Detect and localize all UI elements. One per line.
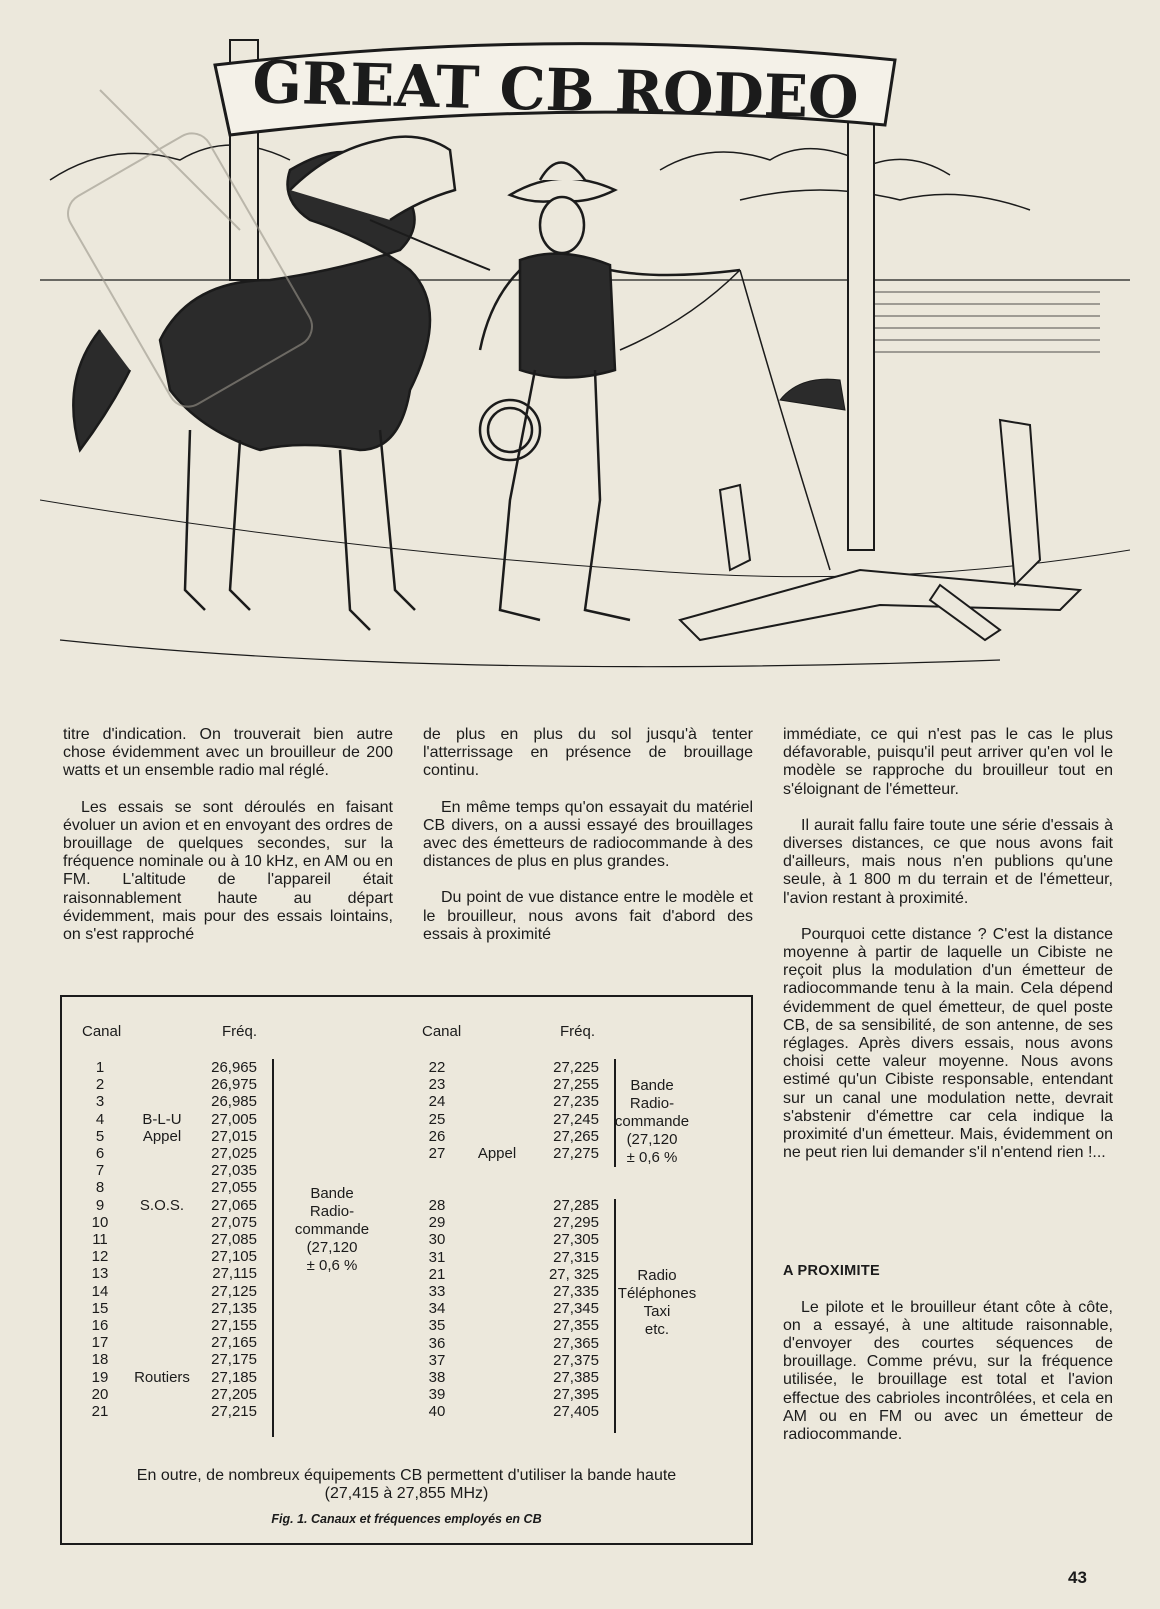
table-note-line: (27,415 à 27,855 MHz) bbox=[324, 1485, 489, 1502]
paragraph: En même temps qu'on essayait du matériel CB divers, on a aussi essayé des brouillages avec des émetteurs de radiocommande à des distances de plus en plus grandes. bbox=[423, 798, 753, 871]
frequency-cell: 27,005 bbox=[211, 1110, 257, 1128]
band-label-line: Radio bbox=[637, 1267, 677, 1284]
frequency-cell: 27,105 bbox=[211, 1248, 257, 1266]
canal-cell: 37 bbox=[428, 1351, 446, 1369]
table-note bbox=[62, 1467, 751, 1503]
band-label-line: Radio- bbox=[309, 1203, 355, 1220]
frequency-cell: 27,015 bbox=[211, 1127, 257, 1145]
band-label-left bbox=[272, 1185, 392, 1275]
canal-cell: 2 bbox=[95, 1076, 105, 1094]
band-label-line: ± 0,6 % bbox=[306, 1257, 358, 1274]
frequency-cell: 26,985 bbox=[211, 1093, 257, 1111]
paragraph: Pourquoi cette distance ? C'est la distance moyenne à partir de laquelle un Cibiste ne reçoit plus la modulation d'un émetteur de radiocommande tenu à la main. Cela dépend évidemment de quel émetteur, de quel poste CB, de sa sensibilité, de son antenne, de ses réglages. Après divers essais, nous avons choisi cette valeur moyenne. Nous avons estimé qu'un Cibiste responsable, entendant sur un canal une modulation nette, devrait s'abstenir d'émettre car cela indique la proximité d'un émetteur. Mais, évidemment on ne peut rien lui demander s'il n'entend rien !... bbox=[783, 925, 1113, 1162]
frequency-cell: 27,235 bbox=[553, 1093, 599, 1111]
canal-cell: 21 bbox=[91, 1403, 109, 1420]
frequency-cell: 27,225 bbox=[553, 1059, 599, 1076]
canal-cell: 15 bbox=[91, 1299, 109, 1317]
canal-cell: 22 bbox=[428, 1059, 446, 1076]
band-label-line: ± 0,6 % bbox=[626, 1149, 678, 1166]
frequency-cell: 26,965 bbox=[211, 1059, 257, 1076]
canal-cell: 30 bbox=[428, 1231, 446, 1249]
canal-cell: 1 bbox=[95, 1059, 105, 1076]
frequency-cell: 27,215 bbox=[211, 1403, 257, 1420]
frequency-cell: 27,385 bbox=[553, 1369, 599, 1386]
frequency-cell: 26,975 bbox=[211, 1076, 257, 1094]
band-label-line: Radio- bbox=[629, 1095, 675, 1112]
frequency-cell: 27,175 bbox=[211, 1351, 257, 1369]
text-column-2 bbox=[423, 726, 753, 962]
frequency-cell: 27,075 bbox=[211, 1213, 257, 1231]
frequency-cell: 27,125 bbox=[211, 1282, 257, 1300]
canal-cell: 23 bbox=[428, 1076, 446, 1094]
frequency-cell: 27,345 bbox=[553, 1300, 599, 1318]
canal-cell: 11 bbox=[92, 1231, 108, 1248]
sign-text: GREAT CB RODEO bbox=[251, 48, 860, 132]
text-column-1 bbox=[63, 726, 393, 962]
model-airplane bbox=[680, 420, 1080, 640]
channel-label-cell: S.O.S. bbox=[139, 1196, 185, 1214]
paragraph: Du point de vue distance entre le modèle et le brouilleur, nous avons fait d'abord des essais à proximité bbox=[423, 889, 753, 943]
cowboy bbox=[480, 163, 740, 621]
header-canal-left: Canal bbox=[82, 1023, 122, 1040]
canal-cell: 4 bbox=[95, 1110, 105, 1128]
band-label-right-top bbox=[602, 1077, 702, 1167]
paragraph: Il aurait fallu faire toute une série d'essais à diverses distances, ce que nous avons fait d'ailleurs, mais nous n'en publions qu'une seule, à 1 800 m du terrain et de l'émetteur, l'avion restant à proximité. bbox=[783, 816, 1113, 907]
gate-post-right bbox=[848, 70, 874, 550]
canal-cell: 10 bbox=[91, 1213, 109, 1231]
canal-cell: 6 bbox=[95, 1145, 105, 1162]
rodeo-illustration bbox=[40, 30, 1130, 705]
figure-caption: Fig. 1. Canaux et fréquences employés en CB bbox=[271, 1512, 542, 1526]
frequency-cell: 27,025 bbox=[211, 1145, 257, 1162]
canal-cell: 28 bbox=[428, 1197, 446, 1214]
frequency-cell: 27,405 bbox=[553, 1403, 599, 1421]
frequency-cell: 27,265 bbox=[553, 1127, 599, 1145]
frequency-table bbox=[60, 995, 753, 1545]
frequency-cell: 27,065 bbox=[211, 1196, 257, 1214]
frequency-cell: 27,115 bbox=[212, 1265, 257, 1283]
text-column-3 bbox=[783, 726, 1113, 1462]
frequency-cell: 27,155 bbox=[211, 1317, 257, 1334]
frequency-cell: 27,205 bbox=[211, 1385, 257, 1403]
band-label-line: (27,120 bbox=[306, 1239, 358, 1256]
frequency-cell: 27,135 bbox=[211, 1299, 257, 1317]
frequency-cell: 27,035 bbox=[211, 1162, 257, 1180]
paragraph: de plus en plus du sol jusqu'à tenter l'atterrissage en présence de brouillage continu. bbox=[423, 726, 753, 780]
frequency-cell: 27,335 bbox=[553, 1283, 599, 1300]
band-label-line: Bande bbox=[630, 1077, 674, 1094]
header-canal-right: Canal bbox=[422, 1023, 462, 1040]
frequency-cell: 27,355 bbox=[553, 1317, 599, 1335]
horse bbox=[73, 137, 455, 630]
canal-cell: 14 bbox=[91, 1282, 109, 1300]
frequency-cell: 27,305 bbox=[553, 1231, 599, 1249]
band-label-line: Taxi bbox=[643, 1303, 671, 1320]
paragraph: Le pilote et le brouilleur étant côte à côte, on a essayé, à une altitude raisonnable, d'envoyer des courtes séquences de brouillage. Comme prévu, sur la fréquence utilisée, le brouillage est total et l'avion effectue des cabrioles incontrôlées, et cela en AM ou en FM ou avec un émetteur de radiocommande. bbox=[783, 1298, 1113, 1444]
channel-label-cell: B-L-U bbox=[142, 1110, 182, 1128]
frequency-cell: 27,275 bbox=[553, 1145, 599, 1162]
frequency-cell: 27,055 bbox=[211, 1179, 257, 1197]
canal-cell: 16 bbox=[91, 1317, 109, 1334]
canal-cell: 12 bbox=[91, 1248, 109, 1266]
canal-cell: 40 bbox=[428, 1403, 446, 1421]
spacer bbox=[783, 1180, 1113, 1262]
canal-cell: 24 bbox=[428, 1093, 446, 1111]
frequency-cell: 27,395 bbox=[553, 1386, 599, 1404]
frequency-cell: 27,085 bbox=[211, 1231, 257, 1248]
canal-cell: 20 bbox=[91, 1385, 109, 1403]
canal-cell: 18 bbox=[91, 1351, 109, 1369]
canal-cell: 5 bbox=[95, 1127, 105, 1145]
canal-cell: 17 bbox=[91, 1334, 109, 1352]
channel-label-cell: Appel bbox=[142, 1127, 182, 1145]
frequency-cell: 27,315 bbox=[553, 1248, 599, 1266]
horizon-hatching bbox=[860, 292, 1100, 352]
canal-cell: 29 bbox=[428, 1214, 446, 1232]
paragraph: Les essais se sont déroulés en faisant évoluer un avion et en envoyant des ordres de brouillage de quelques secondes, sur la fréquence nominale ou à 10 kHz, en AM ou en FM. L'altitude de l'appareil était raisonnablement haute au départ évidemment, mais pour des essais lointains, on s'est rapproché bbox=[63, 798, 393, 944]
canal-cell: 26 bbox=[428, 1127, 446, 1145]
band-label-right-bottom bbox=[607, 1267, 707, 1339]
page-number: 43 bbox=[1068, 1568, 1087, 1587]
band-label-line: commande bbox=[294, 1221, 370, 1238]
canal-cell: 25 bbox=[428, 1110, 446, 1128]
frequency-cell: 27,375 bbox=[553, 1351, 599, 1369]
canal-cell: 36 bbox=[428, 1334, 446, 1352]
frequency-cell: 27,255 bbox=[553, 1076, 599, 1094]
canal-cell: 31 bbox=[428, 1248, 446, 1266]
channel-label-cell: Routiers bbox=[134, 1368, 190, 1386]
canal-cell: 21 bbox=[428, 1265, 446, 1283]
band-label-line: (27,120 bbox=[626, 1131, 678, 1148]
table-note-line: En outre, de nombreux équipements CB permettent d'utiliser la bande haute bbox=[136, 1467, 677, 1484]
canal-cell: 7 bbox=[95, 1162, 105, 1180]
band-label-line: Bande bbox=[310, 1185, 354, 1202]
header-freq-right: Fréq. bbox=[560, 1023, 596, 1040]
canal-cell: 35 bbox=[428, 1317, 446, 1335]
canal-cell: 13 bbox=[91, 1265, 109, 1283]
canal-cell: 38 bbox=[428, 1369, 446, 1386]
band-label-line: commande bbox=[614, 1113, 690, 1130]
canal-cell: 34 bbox=[428, 1300, 446, 1318]
channel-label-cell: Appel bbox=[477, 1145, 517, 1162]
canal-cell: 33 bbox=[428, 1283, 446, 1300]
frequency-cell: 27,165 bbox=[211, 1334, 257, 1352]
canal-cell: 9 bbox=[95, 1196, 105, 1214]
frequency-cell: 27,285 bbox=[553, 1197, 599, 1214]
frequency-cell: 27,295 bbox=[553, 1214, 599, 1232]
paragraph: immédiate, ce qui n'est pas le cas le plus défavorable, puisqu'il peut arriver qu'en vol le modèle se rapproche du brouilleur tout en s'éloignant de l'émetteur. bbox=[783, 726, 1113, 798]
canal-cell: 19 bbox=[91, 1368, 109, 1386]
canal-cell: 8 bbox=[95, 1179, 105, 1197]
section-heading: A PROXIMITE bbox=[783, 1263, 881, 1280]
paragraph: titre d'indication. On trouverait bien autre chose évidemment avec un brouilleur de 200 watts et un ensemble radio mal réglé. bbox=[63, 726, 393, 780]
frequency-cell: 27,245 bbox=[553, 1110, 599, 1128]
rodeo-drawing bbox=[40, 30, 1130, 705]
header-freq-left: Fréq. bbox=[222, 1023, 258, 1040]
canal-cell: 39 bbox=[428, 1386, 446, 1404]
canal-cell: 27 bbox=[428, 1145, 446, 1162]
band-label-line: Téléphones bbox=[617, 1285, 697, 1302]
frequency-cell: 27,365 bbox=[553, 1334, 599, 1352]
band-label-line: etc. bbox=[644, 1321, 670, 1338]
frequency-cell: 27,185 bbox=[211, 1368, 257, 1386]
canal-cell: 3 bbox=[95, 1093, 105, 1111]
frequency-cell: 27, 325 bbox=[548, 1265, 599, 1283]
